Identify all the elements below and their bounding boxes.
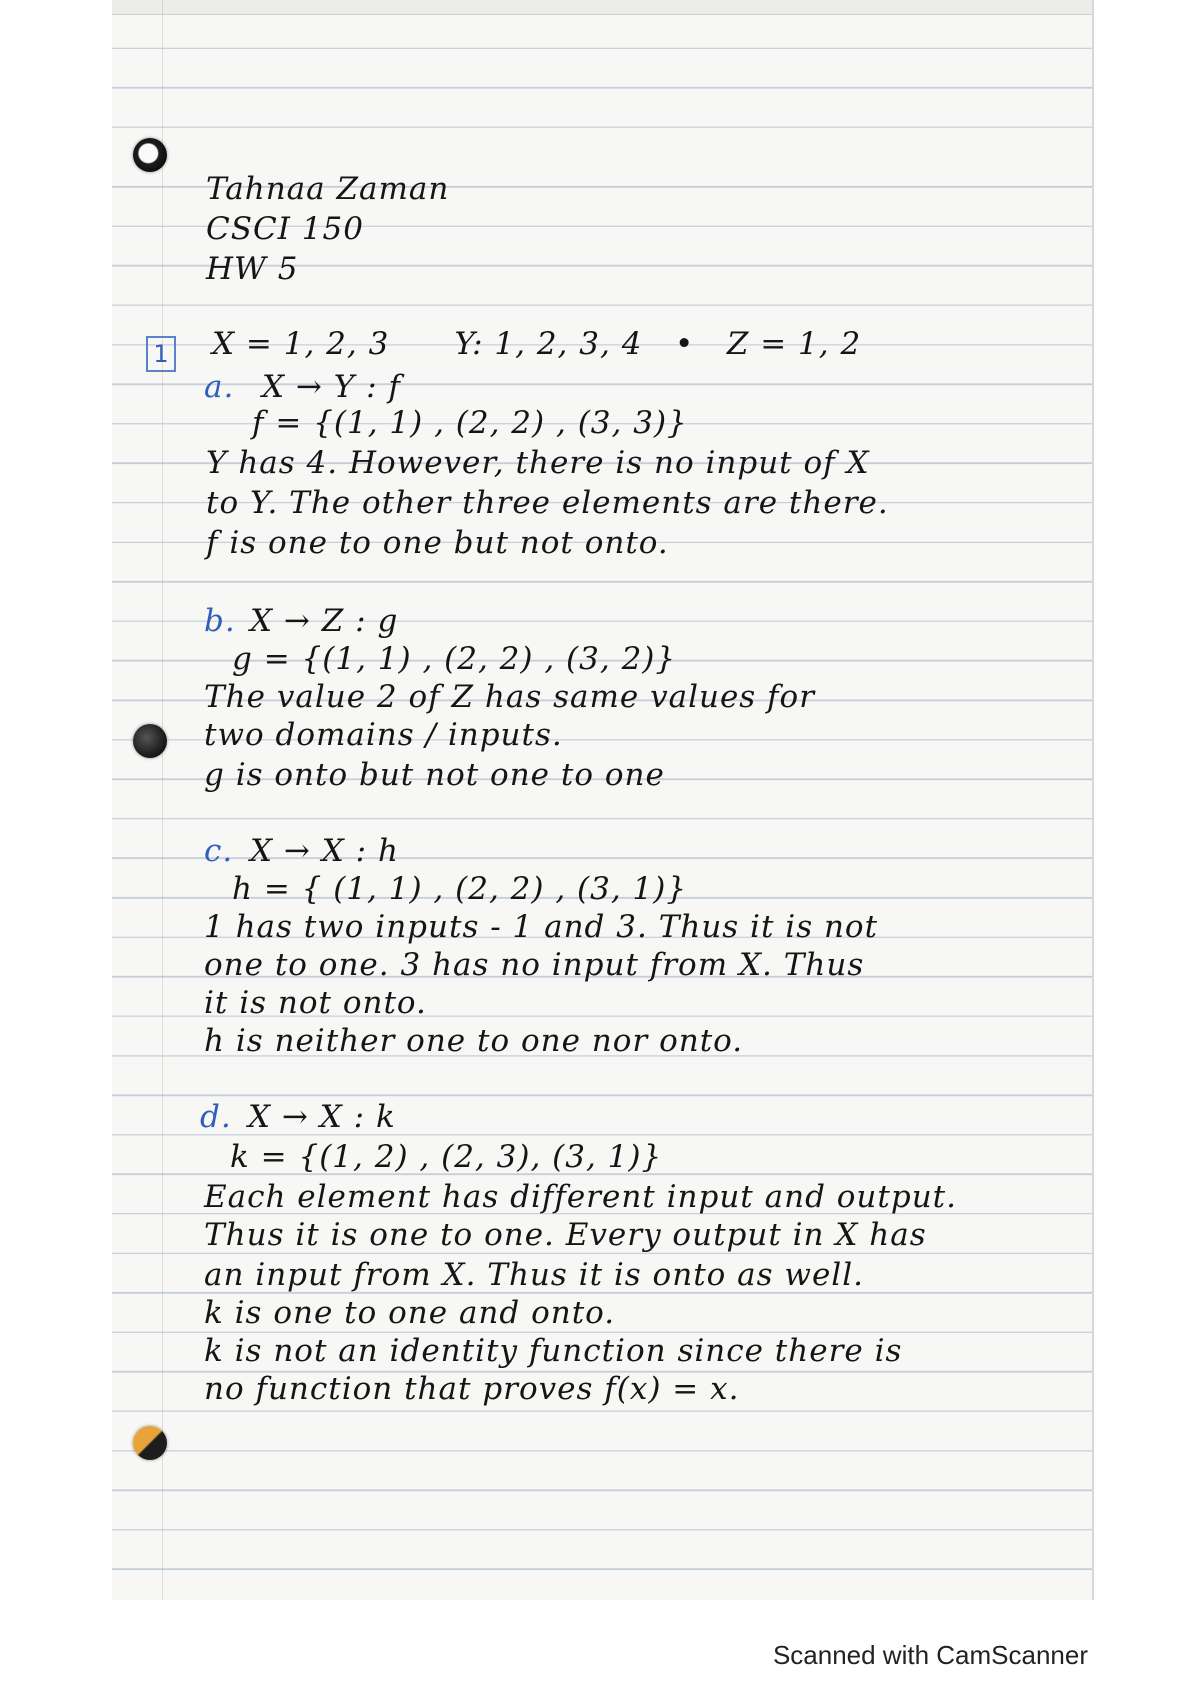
question-number-box: 1 [146, 336, 176, 372]
part-a-mapping: X → Y : f [262, 369, 401, 405]
punch-hole-top [133, 138, 167, 172]
set-definitions: X = 1, 2, 3 Y: 1, 2, 3, 4 • Z = 1, 2 [212, 326, 862, 362]
part-c-label: c. [204, 833, 234, 869]
part-d-label: d. [200, 1099, 232, 1135]
part-c-line-3: it is not onto. [204, 985, 427, 1021]
part-c-line-4: h is neither one to one nor onto. [204, 1023, 744, 1059]
assignment-title: HW 5 [206, 251, 299, 287]
camscanner-watermark: Scanned with CamScanner [772, 1640, 1088, 1670]
part-d-line-5: k is not an identity function since there is [204, 1333, 903, 1369]
part-a-line-2: to Y. The other three elements are there. [206, 485, 889, 521]
part-a-label: a. [204, 369, 235, 405]
part-d-line-2: Thus it is one to one. Every output in X has [204, 1217, 927, 1253]
student-name: Tahnaa Zaman [206, 171, 450, 207]
part-c-definition: h = { (1, 1) , (2, 2) , (3, 1)} [232, 871, 688, 907]
part-d-line-6: no function that proves f(x) = x. [204, 1371, 740, 1407]
part-b-definition: g = {(1, 1) , (2, 2) , (3, 2)} [232, 641, 677, 677]
part-d-definition: k = {(1, 2) , (2, 3), (3, 1)} [230, 1139, 663, 1175]
part-b-line-1: The value 2 of Z has same values for [204, 679, 816, 715]
part-d-line-1: Each element has different input and output. [204, 1179, 957, 1215]
part-d-line-4: k is one to one and onto. [204, 1295, 616, 1331]
part-d-mapping: X → X : k [248, 1099, 396, 1135]
part-b-mapping: X → Z : g [250, 603, 399, 639]
margin-line [162, 0, 163, 1600]
part-c-line-2: one to one. 3 has no input from X. Thus [204, 947, 865, 983]
part-a-line-1: Y has 4. However, there is no input of X [206, 445, 870, 481]
part-a-definition: f = {(1, 1) , (2, 2) , (3, 3)} [252, 405, 688, 441]
course-code: CSCI 150 [206, 211, 364, 247]
page-top-edge [112, 0, 1092, 15]
part-a-line-3: f is one to one but not onto. [206, 525, 669, 561]
part-d-line-3: an input from X. Thus it is onto as well. [204, 1257, 864, 1293]
punch-hole-bottom [133, 1426, 167, 1460]
part-b-label: b. [204, 603, 236, 639]
part-c-mapping: X → X : h [250, 833, 399, 869]
part-c-line-1: 1 has two inputs - 1 and 3. Thus it is not [204, 909, 879, 945]
part-b-line-2: two domains / inputs. [204, 717, 563, 753]
punch-hole-middle [133, 724, 167, 758]
part-b-line-3: g is onto but not one to one [204, 757, 665, 793]
